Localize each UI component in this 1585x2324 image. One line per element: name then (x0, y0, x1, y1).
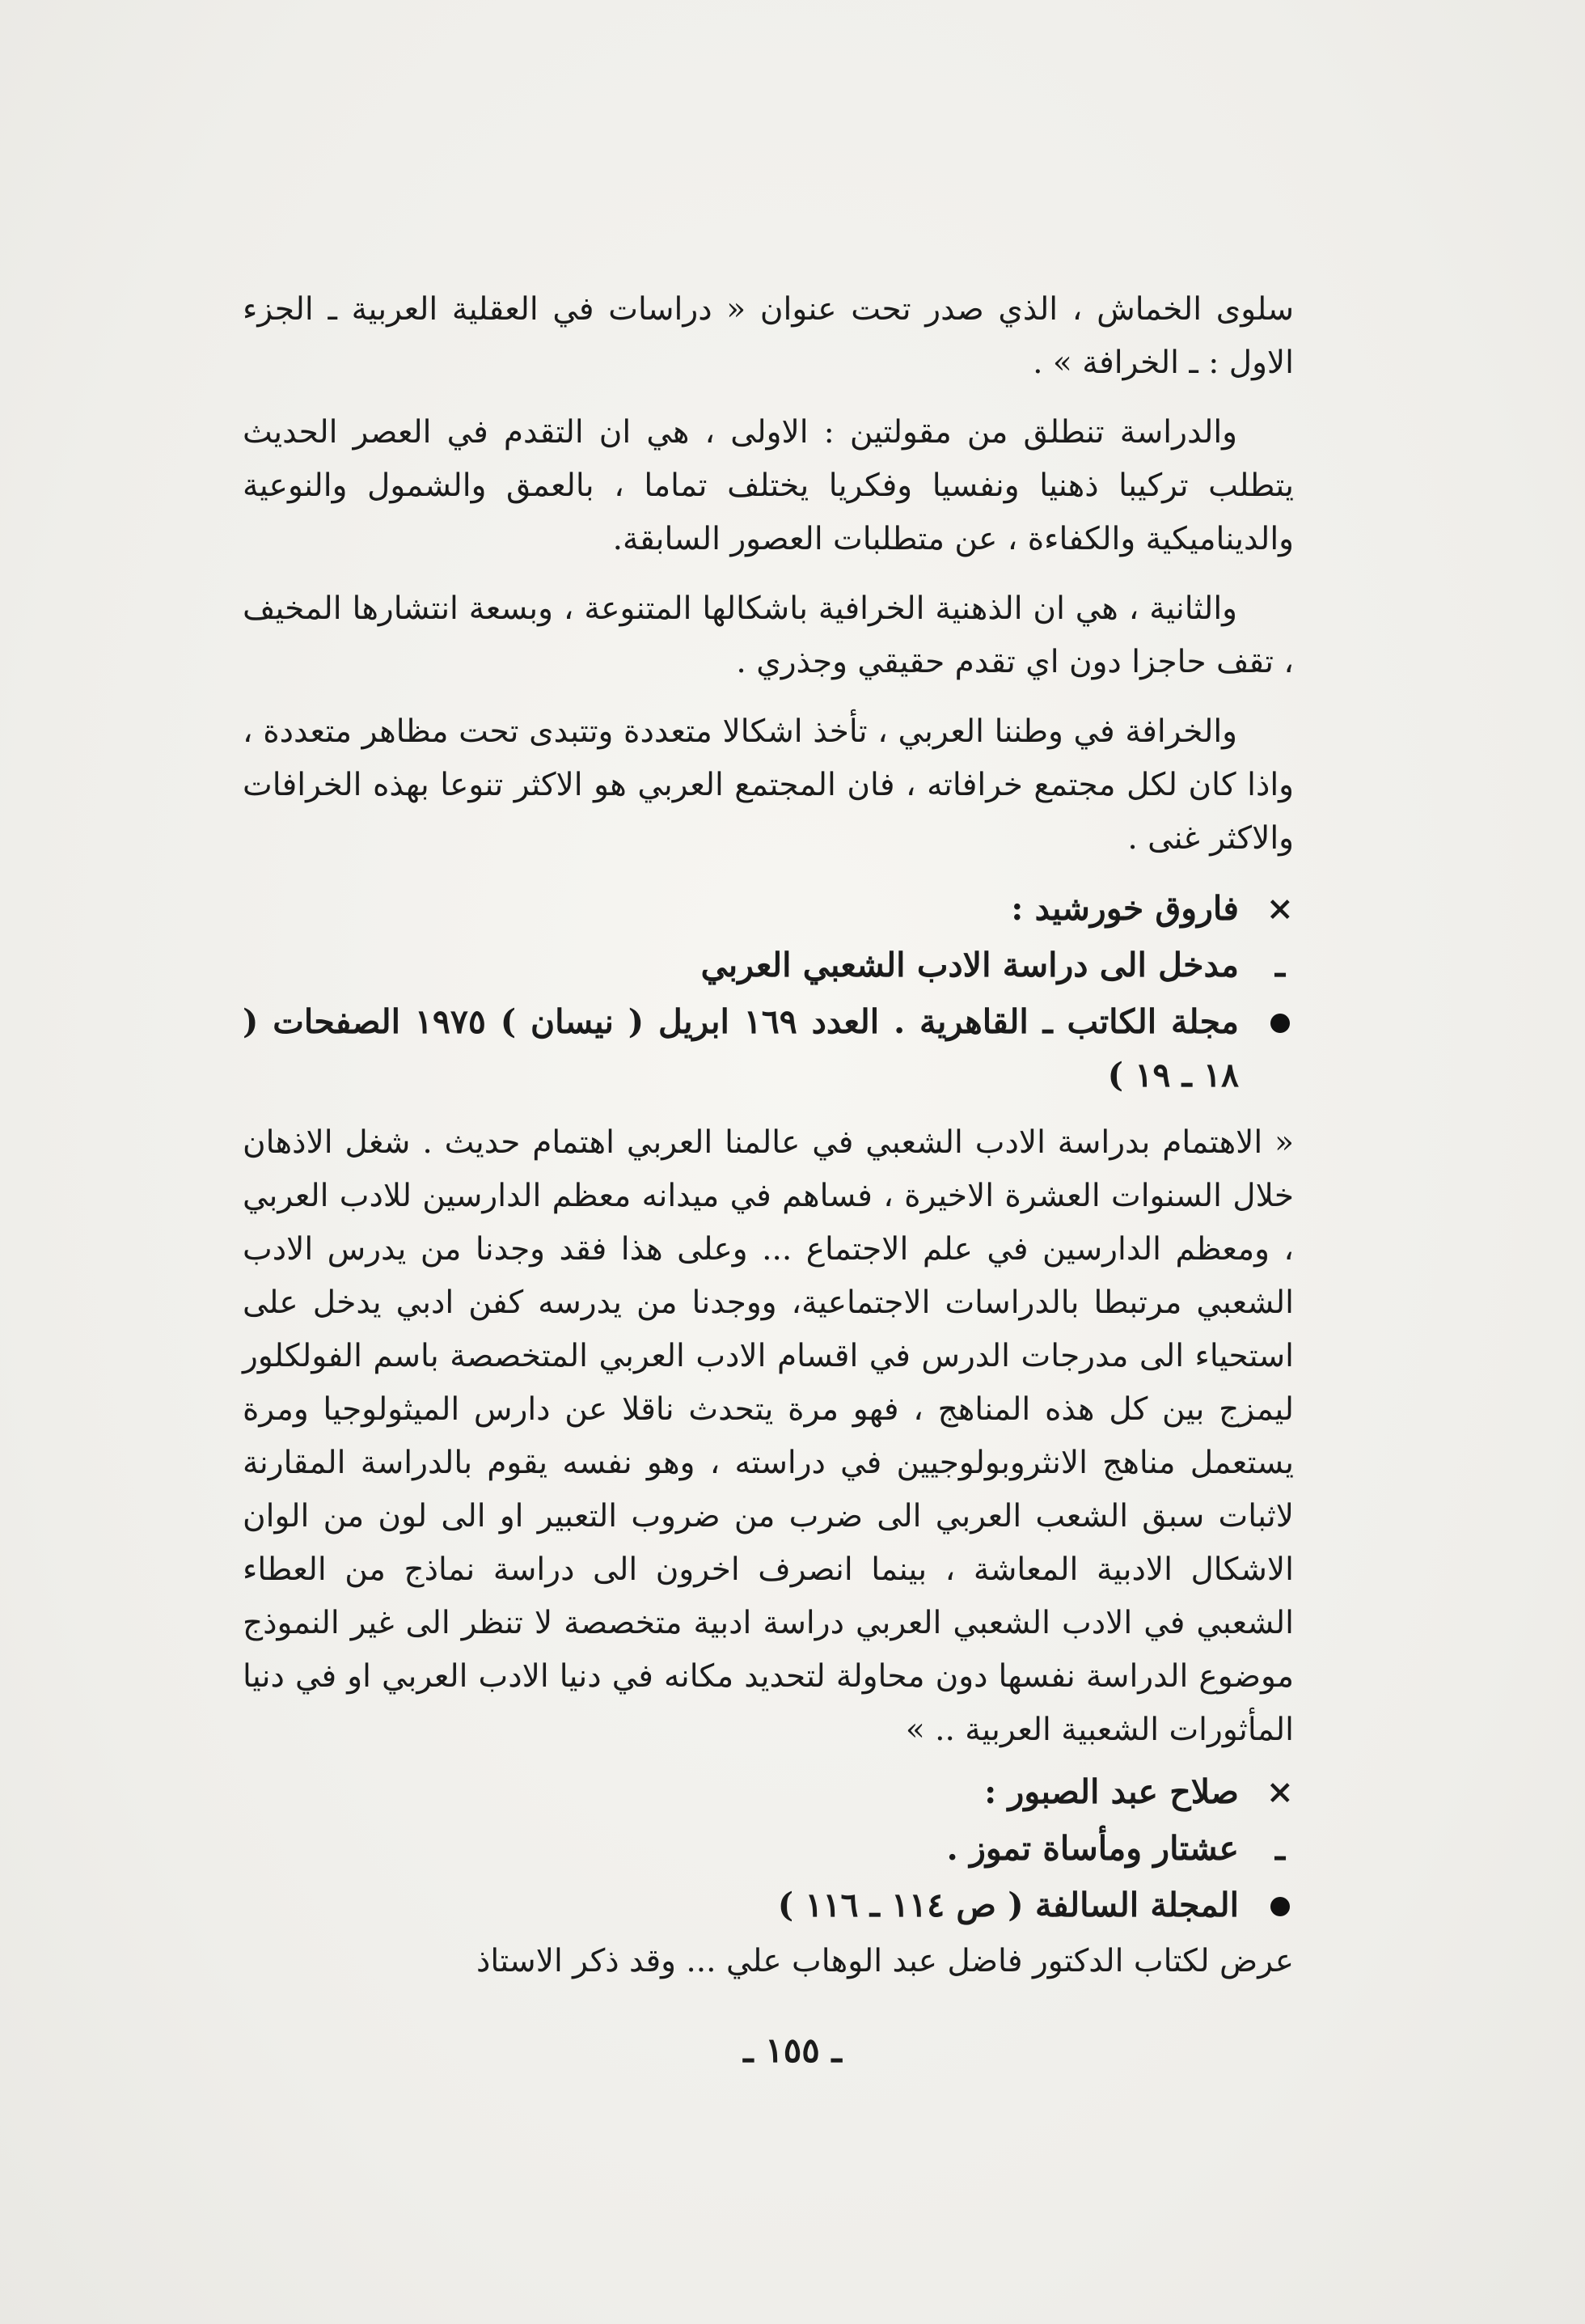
entry-source-2 (243, 1878, 1294, 1932)
paragraph-superstition: والخرافة في وطننا العربي ، تأخذ اشكالا متعددة وتتبدى تحت مظاهر متعددة ، واذا كان لكل مجتمع خرافاته ، فان المجتمع العربي هو الاكثر تنوعا بهذه الخرافات والاكثر غنى . (243, 713, 1294, 857)
bullet-icon (1266, 995, 1294, 1048)
body-text (243, 283, 1294, 2004)
entry-source (243, 995, 1294, 1102)
dash-marker-icon: ـ (1274, 1829, 1285, 1868)
entry-title-2 (243, 1822, 1294, 1875)
article-title-2: عشتار ومأساة تموز . (946, 1829, 1239, 1868)
paragraph-second-premise: والثانية ، هي ان الذهنية الخرافية باشكالها المتنوعة ، وبسعة انتشارها المخيف ، تقف حاجزا دون اي تقدم حقيقي وجذري . (243, 591, 1294, 680)
page-number: ـ ١٥٥ ـ (743, 2030, 842, 2070)
author-name: فاروق خورشيد : (1011, 889, 1239, 928)
article-title: مدخل الى دراسة الادب الشعبي العربي (700, 946, 1239, 984)
paragraph-intro: سلوى الخماش ، الذي صدر تحت عنوان « دراسات في العقلية العربية ـ الجزء الاول : ـ الخرافة » . (243, 291, 1294, 381)
cross-marker-icon: × (1266, 1772, 1294, 1811)
bullet-icon (1266, 1878, 1294, 1932)
closing-line: عرض لكتاب الدكتور فاضل عبد الوهاب علي ... وقد ذكر الاستاذ (476, 1943, 1294, 1979)
dash-marker-icon: ـ (1274, 946, 1285, 984)
paragraph-first-premise: والدراسة تنطلق من مقولتين : الاولى ، هي ان التقدم في العصر الحديث يتطلب تركيبا ذهنيا ونفسيا وفكريا يختلف تماما ، بالعمق والشمول والنوعية والديناميكية والكفاءة ، عن متطلبات العصور السابقة. (243, 414, 1294, 557)
source-citation-2: المجلة السالفة ( ص ١١٤ ـ ١١٦ ) (777, 1886, 1239, 1924)
source-citation: مجلة الكاتب ـ القاهرية . العدد ١٦٩ ابريل ( نيسان ) ١٩٧٥ الصفحات ( ١٨ ـ ١٩ ) (243, 1002, 1240, 1094)
cross-marker-icon: × (1266, 889, 1294, 928)
entry-author-2 (243, 1765, 1294, 1818)
entry-author (243, 882, 1294, 935)
entry-title (243, 938, 1294, 992)
author-name-2: صلاح عبد الصبور : (984, 1772, 1239, 1811)
quotation: « الاهتمام بدراسة الادب الشعبي في عالمنا العربي اهتمام حديث . شغل الاذهان خلال السنوات العشرة الاخيرة ، فساهم في ميدانه معظم الدارسين للادب العربي ، ومعظم الدارسين في علم الاجتماع ... وعلى هذا فقد وجدنا من يدرس الادب الشعبي مرتبطا بالدراسات الاجتماعية، ووجدنا من يدرسه كفن ادبي يدخل على استحياء الى مدرجات الدرس في اقسام الادب العربي المتخصصة باسم الفولكلور ليمزج بين كل هذه المناهج ، فهو مرة يتحدث ناقلا عن دارس الميثولوجيا ومرة يستعمل مناهج الانثروبولوجيين في دراسته ، وهو نفسه يقوم بالدراسة المقارنة لاثبات سبق الشعب العربي الى ضرب من ضروب التعبير او الى لون من الوان الاشكال الادبية المعاشة ، بينما انصرف اخرون الى دراسة نماذج من العطاء الشعبي في الادب الشعبي العربي دراسة ادبية متخصصة لا تنظر الى غير النموذج موضوع الدراسة نفسها دون محاولة لتحديد مكانه في دنيا الادب العربي او في دنيا المأثورات الشعبية العربية .. » (243, 1124, 1294, 1748)
